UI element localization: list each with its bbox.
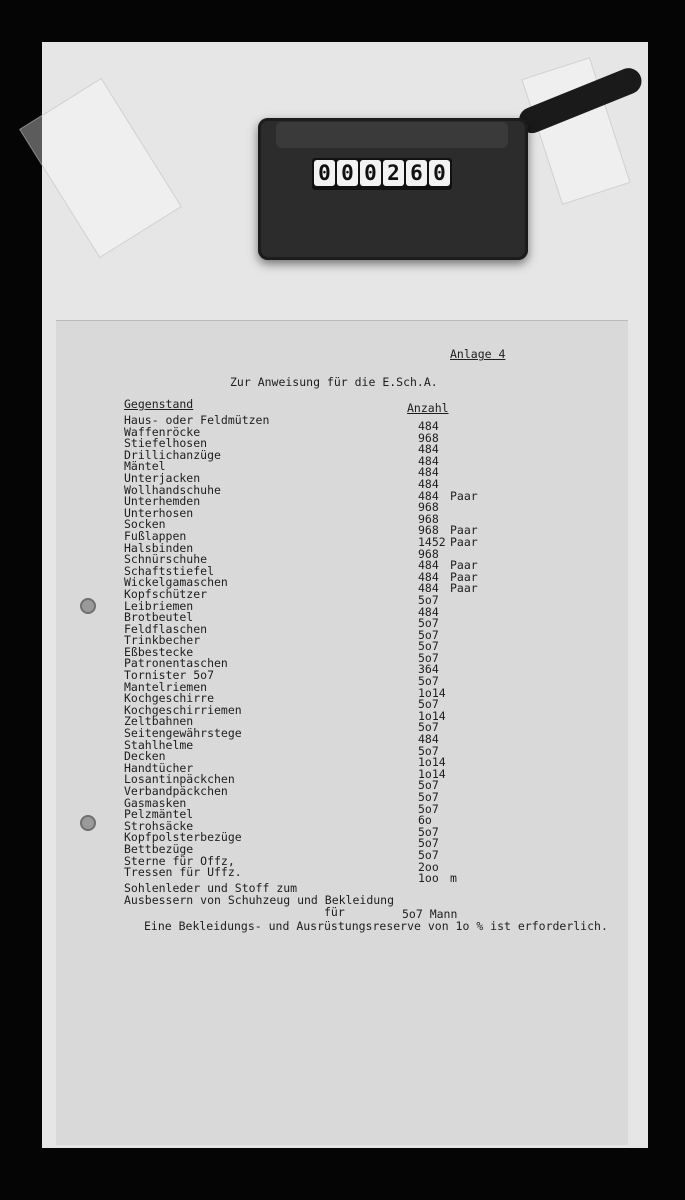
item-quantity: 484 xyxy=(418,476,439,491)
item-name: Handtücher xyxy=(124,760,194,775)
item-name: Decken xyxy=(124,749,166,764)
counter-digit: 0 xyxy=(314,160,335,186)
item-quantity: 484 xyxy=(418,488,439,503)
counter-digit: 0 xyxy=(360,160,381,186)
item-quantity: 1o14 xyxy=(418,708,446,723)
item-quantity: 5o7 xyxy=(418,592,439,607)
item-list xyxy=(124,413,544,886)
item-quantity: 5o7 xyxy=(418,616,439,631)
item-name: Unterhemden xyxy=(124,494,201,509)
item-quantity: 968 xyxy=(418,430,439,445)
item-name: Bettbezüge xyxy=(124,841,194,856)
item-name: Seitengewährstege xyxy=(124,726,242,741)
counter-digit: 6 xyxy=(406,160,427,186)
frame-counter-device xyxy=(258,118,528,260)
item-quantity: 484 xyxy=(418,581,439,596)
item-quantity: 484 xyxy=(418,558,439,573)
item-unit: Paar xyxy=(450,569,478,584)
counter-top xyxy=(276,122,508,148)
reserve-note: Eine Bekleidungs- und Ausrüstungsreserve von 1o % ist erforderlich. xyxy=(144,919,608,933)
item-quantity: 5o7 xyxy=(418,674,439,689)
annex-label: Anlage 4 xyxy=(450,347,506,361)
item-quantity: 968 xyxy=(418,523,439,538)
item-unit: Paar xyxy=(450,534,478,549)
item-name: Patronentaschen xyxy=(124,656,228,671)
item-unit: Paar xyxy=(450,523,478,538)
item-quantity: 5o7 xyxy=(418,801,439,816)
item-name: Drillichanzüge xyxy=(124,447,221,462)
item-quantity: 5o7 xyxy=(418,824,439,839)
item-name: Brotbeutel xyxy=(124,610,194,625)
item-name: Unterjacken xyxy=(124,470,201,485)
item-name: Trinkbecher xyxy=(124,633,201,648)
item-unit: Paar xyxy=(450,488,478,503)
item-quantity: 364 xyxy=(418,662,439,677)
item-quantity: 484 xyxy=(418,465,439,480)
item-quantity: 2oo xyxy=(418,859,439,874)
counter-digit: 0 xyxy=(429,160,450,186)
tail-text: Sohlenleder und Stoff zum xyxy=(124,881,298,895)
item-quantity: 484 xyxy=(418,732,439,747)
item-name: Stahlhelme xyxy=(124,737,194,752)
item-name: Gasmasken xyxy=(124,795,187,810)
item-quantity: 484 xyxy=(418,569,439,584)
counter-digits xyxy=(312,158,452,190)
item-quantity: 5o7 xyxy=(418,650,439,665)
item-name: Halsbinden xyxy=(124,540,194,555)
item-name: Schaftstiefel xyxy=(124,563,215,578)
item-quantity: 5o7 xyxy=(418,639,439,654)
document-heading: Zur Anweisung für die E.Sch.A. xyxy=(230,375,438,389)
item-quantity: 1oo xyxy=(418,871,439,886)
item-unit: Paar xyxy=(450,581,478,596)
item-quantity: 968 xyxy=(418,500,439,515)
item-quantity: 5o7 xyxy=(418,836,439,851)
item-name: Kopfpolsterbezüge xyxy=(124,830,242,845)
item-quantity: 968 xyxy=(418,546,439,561)
item-name: Pelzmäntel xyxy=(124,807,194,822)
item-name: Unterhosen xyxy=(124,505,194,520)
counter-digit: 2 xyxy=(383,160,404,186)
item-name: Eßbestecke xyxy=(124,644,194,659)
item-quantity: 484 xyxy=(418,419,439,433)
item-name: Tornister 5o7 xyxy=(124,668,215,683)
tail-fuer: für xyxy=(324,905,345,919)
item-quantity: 1452 xyxy=(418,534,446,549)
counter-digit: 0 xyxy=(337,160,358,186)
item-name: Haus- oder Feldmützen xyxy=(124,413,270,427)
item-quantity: 1o14 xyxy=(418,766,446,781)
item-quantity: 5o7 xyxy=(418,720,439,735)
column-header-quantity: Anzahl xyxy=(407,401,449,415)
item-name: Kopfschützer xyxy=(124,586,208,601)
document-page xyxy=(56,320,628,1145)
item-quantity: 5o7 xyxy=(418,790,439,804)
item-quantity: 968 xyxy=(418,511,439,526)
item-name: Wollhandschuhe xyxy=(124,482,221,497)
item-quantity: 1o14 xyxy=(418,755,446,770)
punch-hole xyxy=(80,598,96,614)
item-quantity: 5o7 xyxy=(418,778,439,793)
item-name: Kochgeschirre xyxy=(124,691,215,706)
item-name: Socken xyxy=(124,517,166,532)
item-name: Mantelriemen xyxy=(124,679,208,694)
item-name: Feldflaschen xyxy=(124,621,208,636)
item-quantity: 484 xyxy=(418,453,439,468)
item-quantity: 6o xyxy=(418,813,432,828)
item-quantity: 5o7 xyxy=(418,847,439,862)
item-name: Wickelgamaschen xyxy=(124,575,228,590)
item-unit: Paar xyxy=(450,558,478,573)
item-name: Waffenröcke xyxy=(124,424,201,439)
item-quantity: 5o7 xyxy=(418,743,439,758)
item-quantity: 484 xyxy=(418,604,439,619)
item-name: Zeltbahnen xyxy=(124,714,194,729)
item-name: Stiefelhosen xyxy=(124,436,208,451)
item-name: Verbandpäckchen xyxy=(124,784,228,798)
tail-quantity: 5o7 Mann xyxy=(402,907,458,921)
item-name: Sterne für Offz, xyxy=(124,853,235,868)
item-quantity: 5o7 xyxy=(418,627,439,642)
item-name: Mäntel xyxy=(124,459,166,474)
item-name: Tressen für Uffz. xyxy=(124,865,242,880)
item-quantity: 5o7 xyxy=(418,697,439,712)
item-name: Leibriemen xyxy=(124,598,194,613)
item-quantity: 1o14 xyxy=(418,685,446,700)
punch-hole xyxy=(80,815,96,831)
item-unit: m xyxy=(450,871,457,886)
column-header-item: Gegenstand xyxy=(124,397,194,411)
item-name: Fußlappen xyxy=(124,528,187,543)
item-name: Schnürschuhe xyxy=(124,552,208,567)
item-quantity: 484 xyxy=(418,442,439,457)
tail-text: Ausbessern von Schuhzeug und Bekleidung xyxy=(124,893,395,907)
item-name: Losantinpäckchen xyxy=(124,772,235,787)
item-name: Kochgeschirriemen xyxy=(124,702,242,717)
item-name: Strohsäcke xyxy=(124,818,194,833)
